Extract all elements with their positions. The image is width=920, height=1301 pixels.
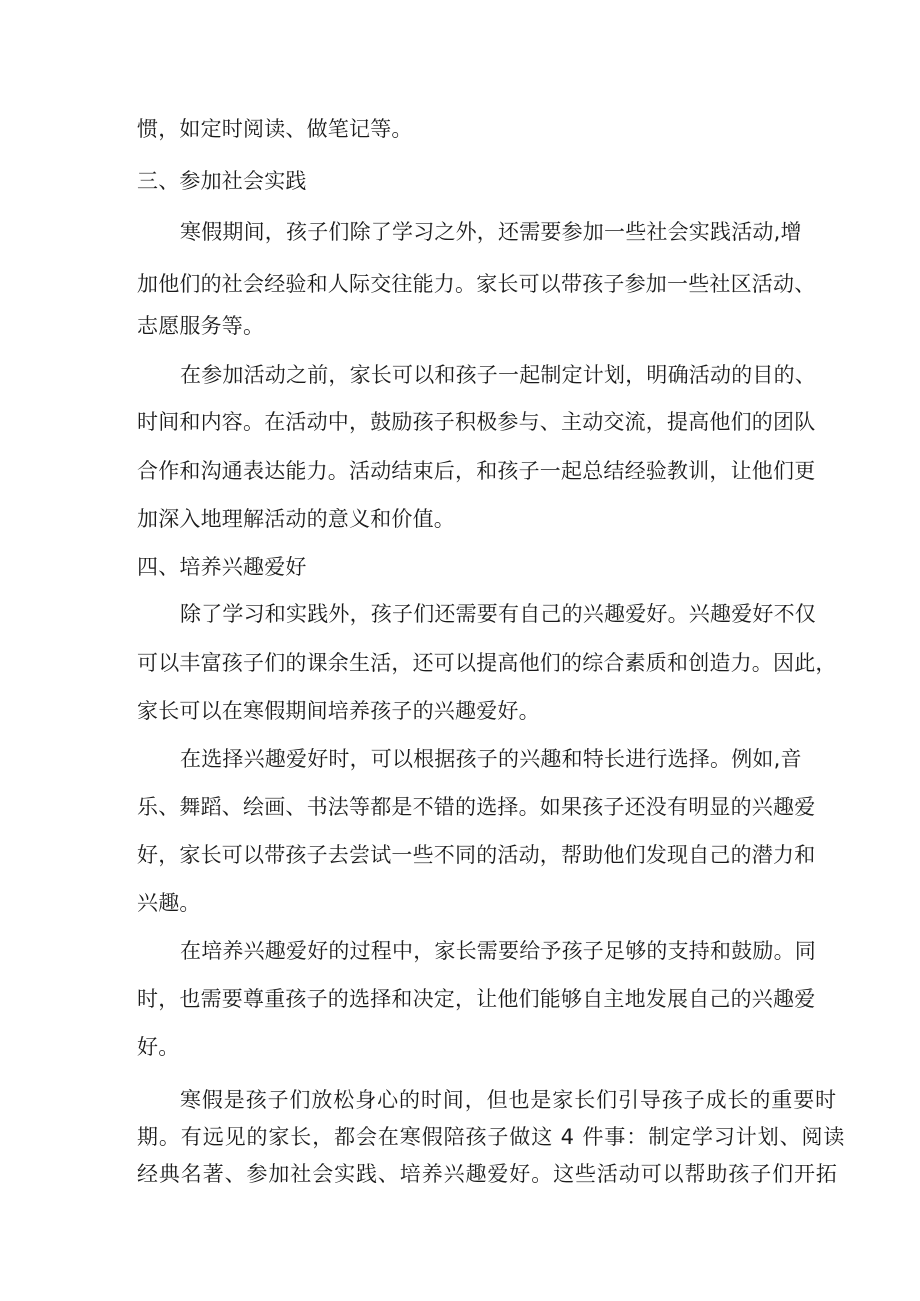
paragraph-line: 可以丰富孩子们的课余生活，还可以提高他们的综合素质和创造力。因此，: [137, 651, 837, 675]
paragraph-line: 合作和沟通表达能力。活动结束后，和孩子一起总结经验教训，让他们更: [137, 459, 816, 483]
paragraph-line: 兴趣。: [137, 891, 201, 915]
paragraph-line: 惯，如定时阅读、做笔记等。: [137, 117, 413, 141]
paragraph-line: 乐、舞蹈、绘画、书法等都是不错的选择。如果孩子还没有明显的兴趣爱: [137, 795, 816, 819]
paragraph-line: 家长可以在寒假期间培养孩子的兴趣爱好。: [137, 699, 540, 723]
paragraph-line: 好，家长可以带孩子去尝试一些不同的活动，帮助他们发现自己的潜力和: [137, 843, 816, 867]
paragraph-line: 在选择兴趣爱好时，可以根据孩子的兴趣和特长进行选择。例如,音: [180, 747, 802, 771]
paragraph-line: 加他们的社会经验和人际交往能力。家长可以带孩子参加一些社区活动、: [137, 272, 816, 296]
paragraph-line: 经典名著、参加社会实践、培养兴趣爱好。这些活动可以帮助孩子们开拓: [137, 1162, 838, 1186]
paragraph-line: 志愿服务等。: [137, 314, 265, 338]
paragraph-line: 好。: [137, 1035, 180, 1059]
paragraph-line: 除了学习和实践外，孩子们还需要有自己的兴趣爱好。兴趣爱好不仅: [180, 602, 816, 626]
paragraph-line: 在参加活动之前，家长可以和孩子一起制定计划，明确活动的目的、: [180, 363, 816, 387]
section-heading-social-practice: 三、参加社会实践: [137, 169, 307, 193]
paragraph-line: 寒假是孩子们放松身心的时间，但也是家长们引导孩子成长的重要时: [180, 1088, 837, 1112]
paragraph-line: 时间和内容。在活动中，鼓励孩子积极参与、主动交流，提高他们的团队: [137, 410, 816, 434]
paragraph-line: 寒假期间，孩子们除了学习之外，还需要参加一些社会实践活动,增: [180, 220, 802, 244]
paragraph-line: 加深入地理解活动的意义和价值。: [137, 507, 455, 531]
section-heading-hobbies: 四、培养兴趣爱好: [137, 555, 307, 579]
paragraph-line: 期。有远见的家长，都会在寒假陪孩子做这 4 件事：制定学习计划、阅读: [137, 1125, 846, 1149]
paragraph-line: 在培养兴趣爱好的过程中，家长需要给予孩子足够的支持和鼓励。同: [180, 939, 816, 963]
paragraph-line: 时，也需要尊重孩子的选择和决定，让他们能够自主地发展自己的兴趣爱: [137, 987, 816, 1011]
